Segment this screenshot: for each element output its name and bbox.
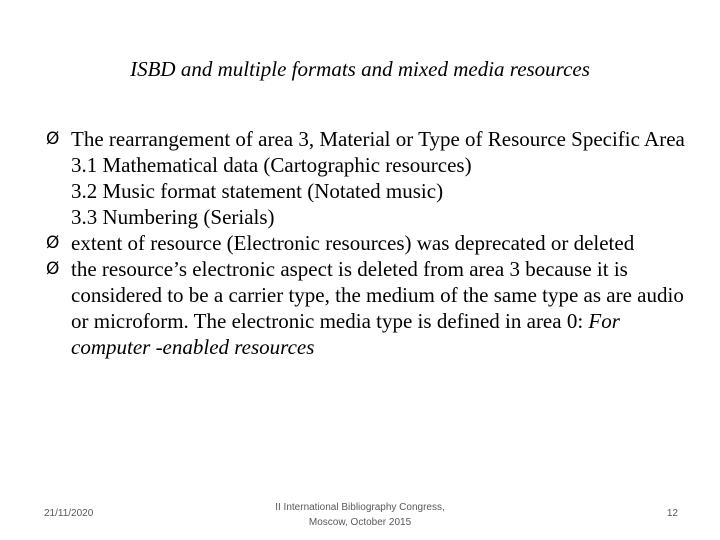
footer-date: 21/11/2020 bbox=[44, 508, 94, 519]
slide-title: ISBD and multiple formats and mixed media resources bbox=[130, 57, 590, 81]
bullet-emphasis: For computer -enabled resources bbox=[71, 309, 620, 359]
bullet-text: The rearrangement of area 3, Material or Type of Resource Specific Area bbox=[71, 127, 685, 151]
page-number: 12 bbox=[666, 508, 678, 519]
bullet-arrow-icon: Ø bbox=[46, 129, 60, 149]
footer-event-line: II International Bibliography Congress, bbox=[275, 502, 445, 513]
bullet-item bbox=[46, 126, 686, 152]
sub-item: 3.2 Music format statement (Notated music) bbox=[71, 179, 444, 203]
sub-item: 3.3 Numbering (Serials) bbox=[71, 205, 275, 229]
bullet-text: extent of resource (Electronic resources) was deprecated or deleted bbox=[71, 231, 635, 255]
bullet-item bbox=[46, 230, 686, 256]
slide-body bbox=[46, 126, 686, 360]
sub-item: 3.1 Mathematical data (Cartographic resources) bbox=[71, 153, 472, 177]
bullet-item bbox=[46, 256, 686, 360]
bullet-arrow-icon: Ø bbox=[46, 259, 60, 279]
bullet-arrow-icon: Ø bbox=[46, 233, 60, 253]
footer-event bbox=[260, 500, 460, 540]
bullet-text: the resource’s electronic aspect is deleted from area 3 because it is considered to be a carrier type, the medium of the same type as are audio or microform. The electronic media type is defined in area 0: bbox=[71, 257, 684, 333]
footer-event-line: Moscow, October 2015 bbox=[308, 517, 412, 528]
